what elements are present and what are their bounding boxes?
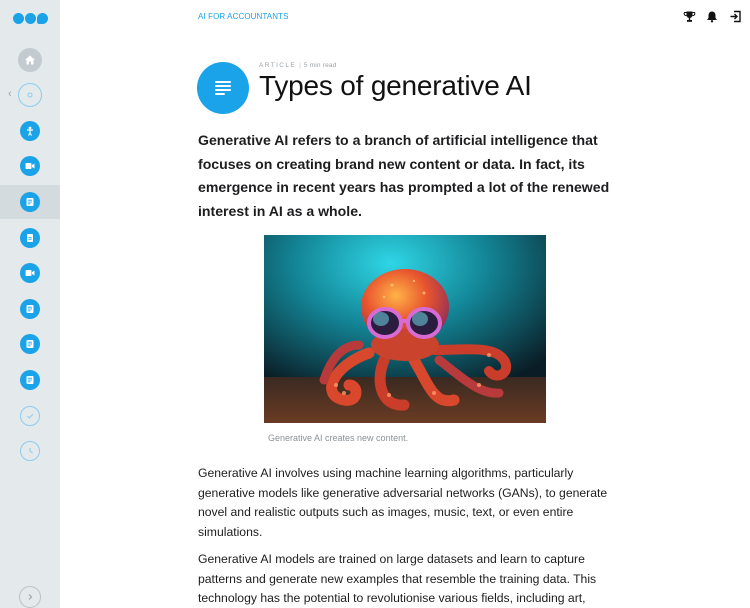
article-type-badge xyxy=(197,62,249,114)
sidebar xyxy=(0,0,60,608)
article-icon xyxy=(213,78,233,98)
home-icon xyxy=(18,48,42,72)
chart-icon xyxy=(20,441,40,461)
sidebar-item-document[interactable] xyxy=(0,221,60,255)
article-image xyxy=(264,235,546,423)
sidebar-item-article-2[interactable] xyxy=(0,292,60,326)
logout-icon[interactable] xyxy=(728,9,742,23)
article-icon xyxy=(20,299,40,319)
compass-icon xyxy=(18,83,42,107)
course-breadcrumb-link[interactable]: AI FOR ACCOUNTANTS xyxy=(198,12,289,21)
sidebar-item-video[interactable] xyxy=(0,149,60,183)
person-icon xyxy=(20,121,40,141)
bell-icon[interactable] xyxy=(705,9,719,23)
sidebar-item-quiz[interactable] xyxy=(0,399,60,433)
trophy-icon[interactable] xyxy=(682,9,696,23)
article-icon xyxy=(20,334,40,354)
image-caption: Generative AI creates new content. xyxy=(268,433,409,443)
chevron-right-icon xyxy=(26,593,34,601)
sidebar-item-compass[interactable] xyxy=(0,78,60,112)
sidebar-item-article-3[interactable] xyxy=(0,327,60,361)
sidebar-item-summary[interactable] xyxy=(0,434,60,468)
sidebar-item-home[interactable] xyxy=(0,43,60,77)
collapse-sidebar-button[interactable] xyxy=(19,586,41,608)
article-lead: Generative AI refers to a branch of artificial intelligence that focuses on creating brand new content or data. In fact, its emergence in recent years has prompted a lot of the renewed interest in AI as a whole. xyxy=(198,132,610,219)
sidebar-item-video-2[interactable] xyxy=(0,256,60,290)
sidebar-item-article-4[interactable] xyxy=(0,363,60,397)
brand-logo[interactable] xyxy=(13,13,48,24)
article-meta: ARTICLE | 5 min read xyxy=(259,62,337,69)
article-icon xyxy=(20,192,40,212)
article-icon xyxy=(20,370,40,390)
article-paragraph-1: Generative AI involves using machine learning algorithms, particularly generative models like generative adversarial networks (GANs), to generate novel and realistic outputs such as images, music, text, or even entire simulations. xyxy=(198,466,608,539)
sidebar-item-article-active[interactable] xyxy=(0,185,60,219)
sidebar-item-person[interactable] xyxy=(0,114,60,148)
video-icon xyxy=(20,156,40,176)
video-icon xyxy=(20,263,40,283)
check-icon xyxy=(20,406,40,426)
read-time-label: 5 min read xyxy=(303,62,337,69)
chevron-left-icon[interactable]: ‹ xyxy=(8,88,12,100)
document-icon xyxy=(20,228,40,248)
article-paragraph-2: Generative AI models are trained on large datasets and learn to capture patterns and generate new examples that resemble the training data. This technology has the potential to revolutionise various fields, including art, xyxy=(198,552,597,605)
top-toolbar xyxy=(682,9,742,23)
article-kind-label: ARTICLE xyxy=(259,62,297,69)
page-title: Types of generative AI xyxy=(259,70,532,101)
